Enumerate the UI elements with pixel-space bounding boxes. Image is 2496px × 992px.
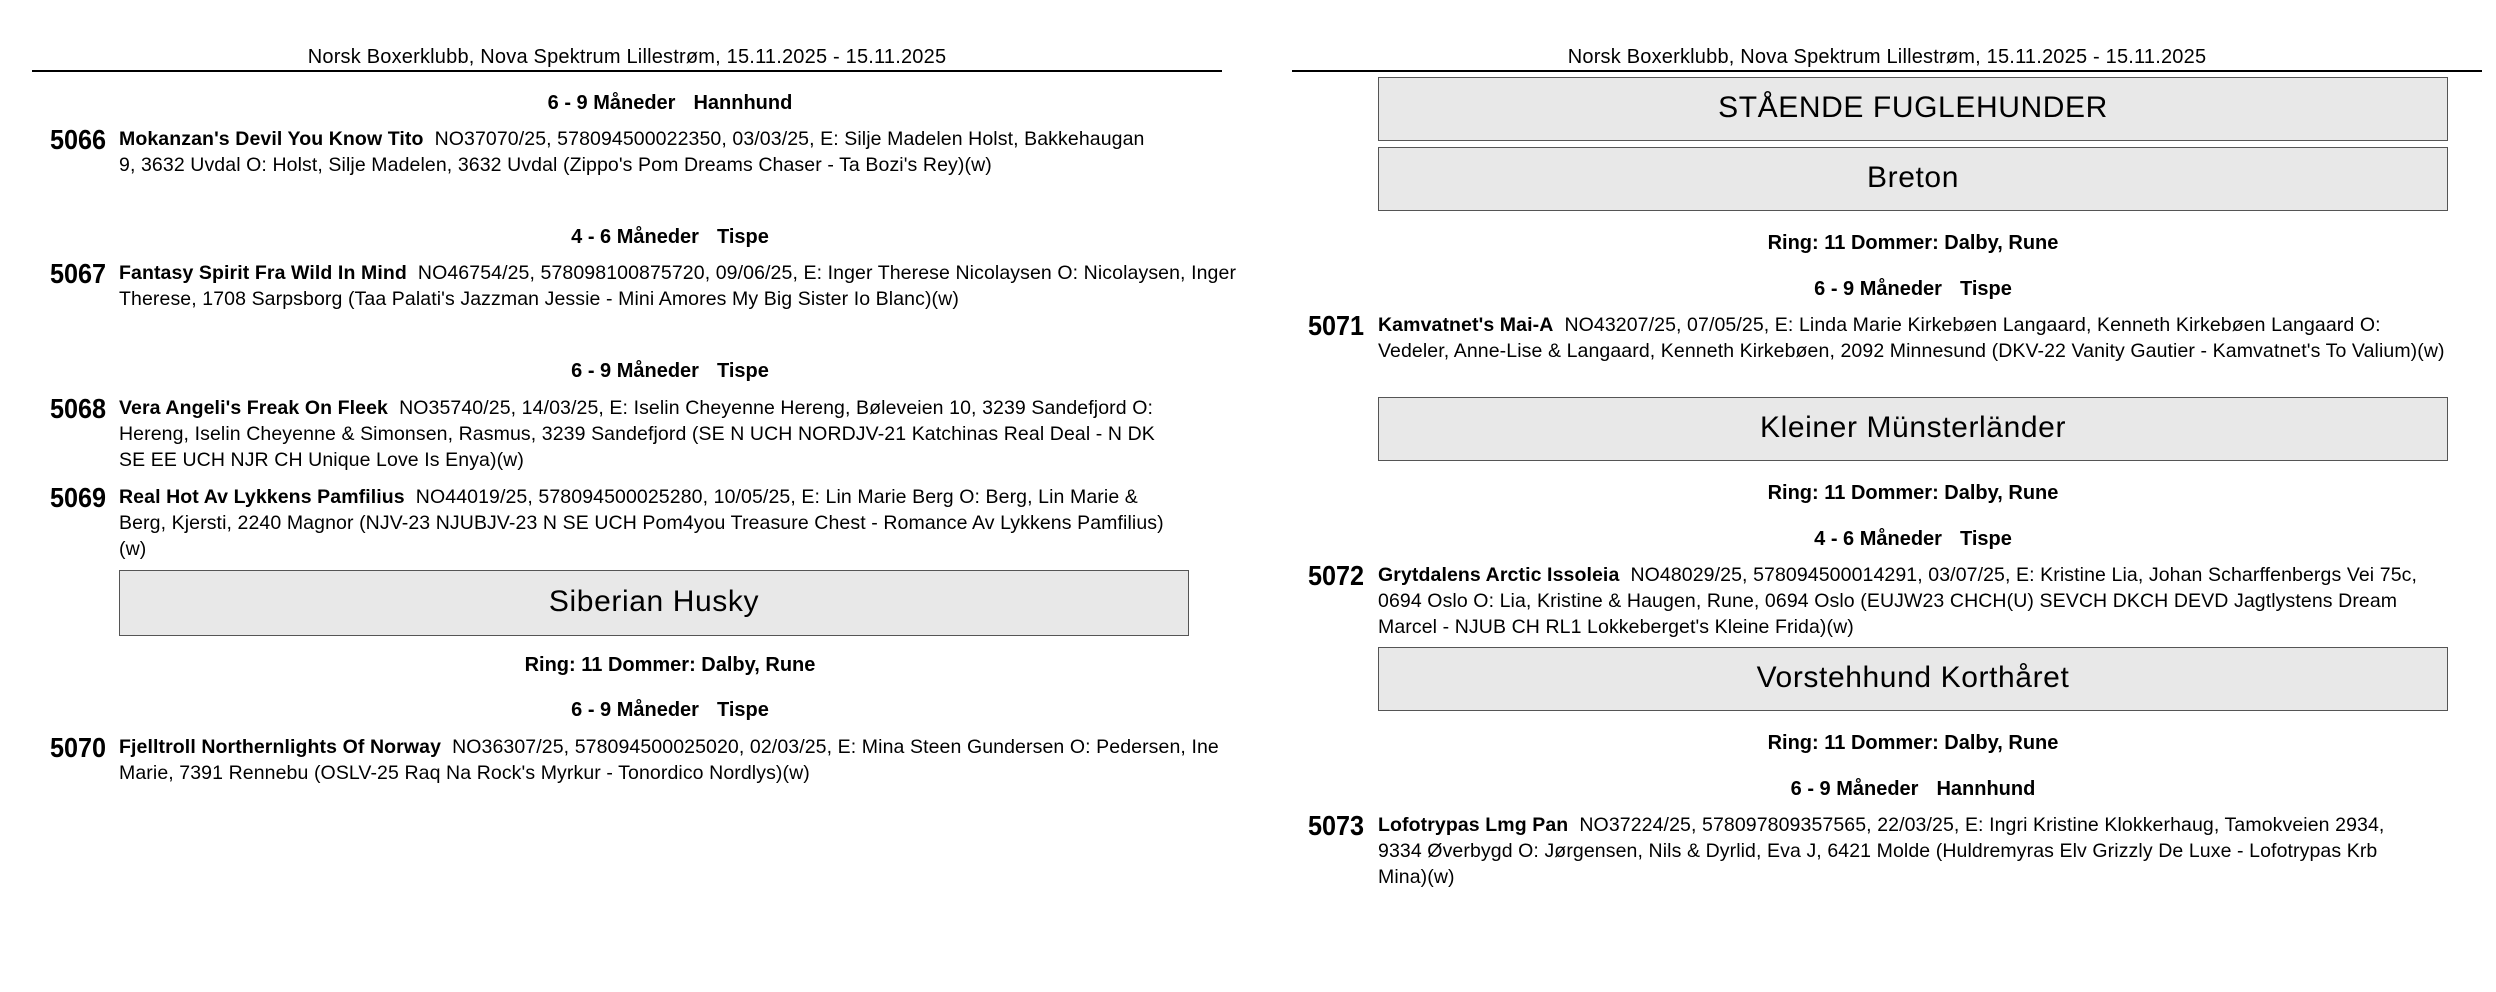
ring-judge-line: Ring: 11 Dommer: Dalby, Rune xyxy=(1767,482,2059,504)
class-heading xyxy=(120,699,1220,722)
dog-details: NO43207/25, 07/05/25, E: Linda Marie Kirkebøen Langaard, Kenneth Kirkebøen Langaard O: Vedeler, Anne-Lise & Langaard, Kenneth Kirkebøen, 2092 Minnesund (DKV-22 Vanity Gautier - Kamvatnet's To Valium)(w) xyxy=(1378,314,2445,362)
entry-number: 5069 xyxy=(50,482,107,513)
dog-details: NO48029/25, 578094500014291, 03/07/25, E: Kristine Lia, Johan Scharffenbergs Vei 75c, 0694 Oslo O: Lia, Kristine & Haugen, Rune, 0694 Oslo (EUJW23 CHCH(U) SEVCH DKCH DEVD Jagtlystens Dream Marcel - NJUB CH RL1 Lokkeberget's Kleine Frida)(w) xyxy=(1378,564,2418,638)
class-heading xyxy=(1378,778,2448,801)
entry-number: 5073 xyxy=(1308,810,1365,841)
page-header: Norsk Boxerklubb, Nova Spektrum Lillestrøm, 15.11.2025 - 15.11.2025 xyxy=(32,44,1222,72)
group-heading: STÅENDE FUGLEHUNDER xyxy=(1378,77,2448,141)
entry-number: 5072 xyxy=(1308,560,1365,591)
class-age: 6 - 9 Måneder xyxy=(571,360,699,382)
entry-number: 5070 xyxy=(50,732,107,763)
class-sex: Tispe xyxy=(716,226,769,248)
entry-text xyxy=(1378,812,2428,890)
class-age: 4 - 6 Måneder xyxy=(571,226,699,248)
class-age: 6 - 9 Måneder xyxy=(1790,778,1919,800)
entry-text xyxy=(119,734,1229,786)
class-age: 6 - 9 Måneder xyxy=(571,699,699,721)
dog-details: NO37070/25, 578094500022350, 03/03/25, E: Silje Madelen Holst, Bakkehaugan 9, 3632 Uvdal O: Holst, Silje Madelen, 3632 Uvdal (Zippo's Pom Dreams Chaser - Ta Bozi's Rey)(w) xyxy=(119,128,1145,176)
class-heading xyxy=(120,92,1220,115)
entry-text xyxy=(1378,562,2438,640)
entry-text xyxy=(1378,312,2448,364)
entry-text xyxy=(119,126,1159,178)
breed-heading: Breton xyxy=(1378,147,2448,211)
class-sex: Tispe xyxy=(716,699,769,721)
class-sex: Tispe xyxy=(1959,528,2012,550)
entry-number: 5067 xyxy=(50,258,107,289)
dog-name: Fjelltroll Northernlights Of Norway xyxy=(119,736,442,758)
right-page xyxy=(1292,0,2482,992)
ring-judge-line: Ring: 11 Dommer: Dalby, Rune xyxy=(1767,732,2059,754)
entry-text xyxy=(119,395,1169,473)
entry-number: 5066 xyxy=(50,124,107,155)
breed-heading: Vorstehhund Korthåret xyxy=(1378,647,2448,711)
dog-name: Fantasy Spirit Fra Wild In Mind xyxy=(119,262,407,284)
breed-heading: Kleiner Münsterländer xyxy=(1378,397,2448,461)
left-page xyxy=(32,0,1237,992)
dog-details: NO44019/25, 578094500025280, 10/05/25, E: Lin Marie Berg O: Berg, Lin Marie & Berg, Kjersti, 2240 Magnor (NJV-23 NJUBJV-23 N SE UCH Pom4you Treasure Chest - Romance Av Lykkens Pamfilius)(w) xyxy=(119,486,1164,560)
class-sex: Tispe xyxy=(1959,278,2012,300)
breed-heading: Siberian Husky xyxy=(119,570,1189,636)
class-age: 4 - 6 Måneder xyxy=(1814,528,1942,550)
dog-name: Grytdalens Arctic Issoleia xyxy=(1378,564,1620,586)
class-heading xyxy=(120,226,1220,249)
class-age: 6 - 9 Måneder xyxy=(547,92,676,114)
entry-text xyxy=(119,484,1179,562)
page-header: Norsk Boxerklubb, Nova Spektrum Lillestrøm, 15.11.2025 - 15.11.2025 xyxy=(1292,44,2482,72)
dog-details: NO36307/25, 578094500025020, 02/03/25, E: Mina Steen Gundersen O: Pedersen, Ine Marie, 7391 Rennebu (OSLV-25 Raq Na Rock's Myrkur - Tonordico Nordlys)(w) xyxy=(119,736,1219,784)
ring-judge-line: Ring: 11 Dommer: Dalby, Rune xyxy=(524,654,816,676)
entry-text xyxy=(119,260,1239,312)
class-age: 6 - 9 Måneder xyxy=(1814,278,1942,300)
class-sex: Tispe xyxy=(716,360,769,382)
dog-name: Vera Angeli's Freak On Fleek xyxy=(119,397,389,419)
dog-name: Real Hot Av Lykkens Pamfilius xyxy=(119,486,405,508)
entry-number: 5068 xyxy=(50,393,107,424)
class-heading xyxy=(1378,528,2448,551)
class-heading xyxy=(1378,278,2448,301)
dog-name: Kamvatnet's Mai-A xyxy=(1378,314,1554,336)
dog-name: Mokanzan's Devil You Know Tito xyxy=(119,128,424,150)
dog-name: Lofotrypas Lmg Pan xyxy=(1378,814,1569,836)
class-heading xyxy=(120,360,1220,383)
dog-details: NO46754/25, 578098100875720, 09/06/25, E: Inger Therese Nicolaysen O: Nicolaysen, Inger Therese, 1708 Sarpsborg (Taa Palati's Jazzman Jessie - Mini Amores My Big Sister Io Blanc)(w) xyxy=(119,262,1237,310)
class-sex: Hannhund xyxy=(693,92,793,114)
dog-details: NO35740/25, 14/03/25, E: Iselin Cheyenne Hereng, Bøleveien 10, 3239 Sandefjord O: Hereng, Iselin Cheyenne & Simonsen, Rasmus, 3239 Sandefjord (SE N UCH NORDJV-21 Katchinas Real Deal - N DK SE EE UCH NJR CH Unique Love Is Enya)(w) xyxy=(119,397,1155,471)
entry-number: 5071 xyxy=(1308,310,1365,341)
class-sex: Hannhund xyxy=(1936,778,2036,800)
ring-judge-line: Ring: 11 Dommer: Dalby, Rune xyxy=(1767,232,2059,254)
dog-details: NO37224/25, 578097809357565, 22/03/25, E: Ingri Kristine Klokkerhaug, Tamokveien 2934, 9334 Øverbygd O: Jørgensen, Nils & Dyrlid, Eva J, 6421 Molde (Huldremyras Elv Grizzly De Luxe - Lofotrypas Krb Mina)(w) xyxy=(1378,814,2385,888)
